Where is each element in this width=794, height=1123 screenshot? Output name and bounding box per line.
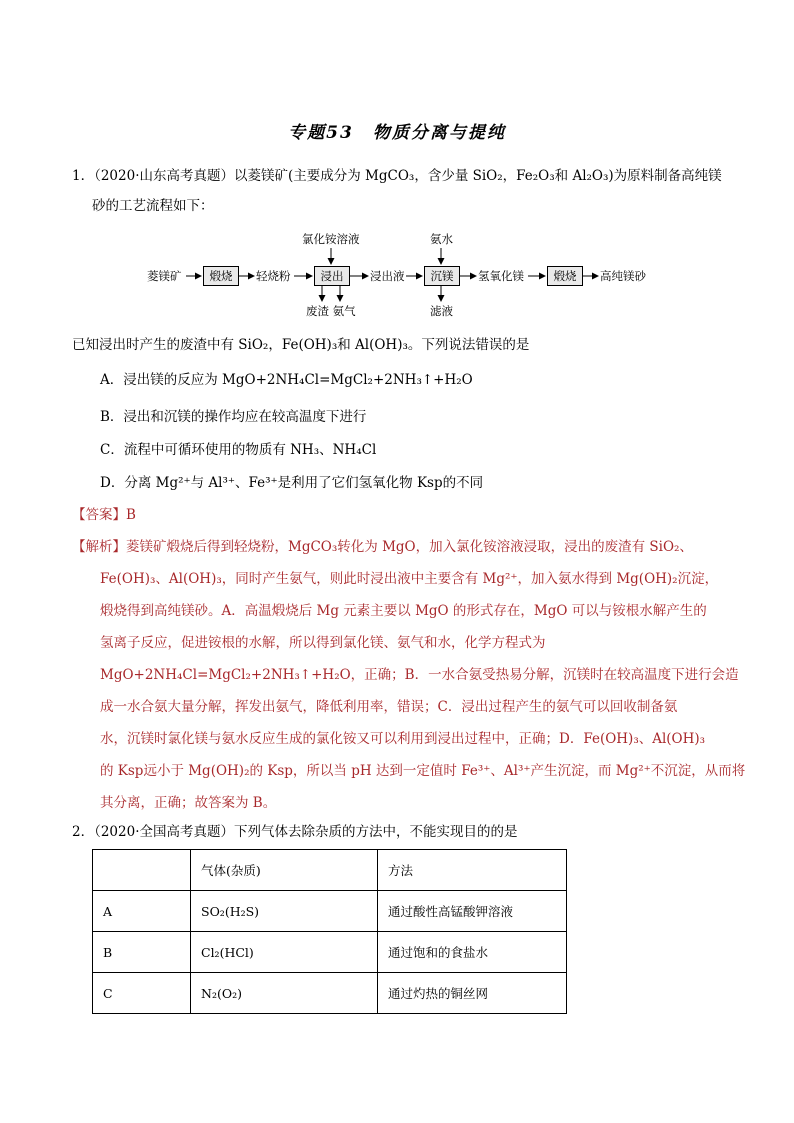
flow-light-powder-label: 轻烧粉 (256, 269, 291, 283)
q1-option-d: D．分离 Mg²⁺与 Al³⁺、Fe³⁺是利用了它们氢氧化物 Ksp的不同 (100, 475, 484, 491)
q1-analysis-line: Fe(OH)₃、Al(OH)₃，同时产生氨气，则此时浸出液中主要含有 Mg²⁺，加入氨水得到 Mg(OH)₂沉淀， (100, 571, 719, 587)
flow-output-residue-ammonia: 废渣 氨气 (306, 304, 356, 318)
flow-input-ammonia-water: 氨水 (430, 232, 453, 246)
table-cell: Cl₂(HCl) (191, 932, 378, 973)
table-row (93, 932, 567, 973)
q1-analysis-line: 氢离子反应，促进铵根的水解，所以得到氯化镁、氨气和水，化学方程式为 (100, 635, 546, 651)
q1-analysis-line: 的 Ksp远小于 Mg(OH)₂的 Ksp，所以当 pH 达到一定值时 Fe³⁺、Al³⁺产生沉淀，而 Mg²⁺不沉淀，从而将 (100, 763, 746, 779)
table-cell: 通过饱和的食盐水 (378, 932, 567, 973)
flow-output-filtrate: 滤液 (430, 304, 453, 318)
q1-stem-line1: 1．（2020·山东高考真题）以菱镁矿(主要成分为 MgCO₃，含少量 SiO₂，Fe₂O₃和 Al₂O₃)为原料制备高纯镁 (72, 168, 722, 184)
table-row (93, 973, 567, 1014)
q1-analysis-line: 其分离，正确；故答案为 B。 (100, 795, 277, 811)
table-cell: B (93, 932, 191, 973)
table-cell: 通过酸性高锰酸钾溶液 (378, 891, 567, 932)
table-cell: A (93, 891, 191, 932)
flow-start-label: 菱镁矿 (147, 269, 182, 283)
table-header-cell: 方法 (378, 850, 567, 891)
table-cell: N₂(O₂) (191, 973, 378, 1014)
q1-analysis-line: MgO+2NH₄Cl=MgCl₂+2NH₃↑+H₂O，正确；B．一水合氨受热易分解，沉镁时在较高温度下进行会造 (100, 667, 739, 683)
q1-answer: 【答案】B (72, 507, 136, 523)
table-cell: SO₂(H₂S) (191, 891, 378, 932)
table-row (93, 891, 567, 932)
flow-leachate-label: 浸出液 (370, 269, 405, 283)
flow-magnesium-hydroxide-label: 氢氧化镁 (478, 269, 524, 283)
table-header-cell: 气体(杂质) (191, 850, 378, 891)
flow-box-leaching: 浸出 (314, 266, 350, 286)
q1-option-a: A．浸出镁的反应为 MgO+2NH₄Cl=MgCl₂+2NH₃↑+H₂O (100, 372, 473, 388)
q1-stem-line2: 砂的工艺流程如下： (92, 198, 214, 214)
q1-analysis-line: 【解析】菱镁矿煅烧后得到轻烧粉，MgCO₃转化为 MgO，加入氯化铵溶液浸取，浸出的废渣有 SiO₂、 (72, 539, 693, 555)
table-cell: C (93, 973, 191, 1014)
table-header-row (93, 850, 567, 891)
q2-gas-table (92, 849, 567, 1014)
flow-box-precipitation: 沉镁 (424, 266, 460, 286)
table-header-cell (93, 850, 191, 891)
flow-input-ammonium-chloride: 氯化铵溶液 (302, 232, 360, 246)
flow-box-calcination-2: 煅烧 (547, 266, 583, 286)
q1-analysis-line: 成一水合氨大量分解，挥发出氨气，降低利用率，错误；C．浸出过程产生的氨气可以回收制备氨 (100, 699, 678, 715)
flow-end-product-label: 高纯镁砂 (600, 269, 646, 283)
q1-known-condition: 已知浸出时产生的废渣中有 SiO₂，Fe(OH)₃和 Al(OH)₃。下列说法错误的是 (72, 337, 530, 353)
q1-analysis-line: 水，沉镁时氯化镁与氨水反应生成的氯化铵又可以利用到浸出过程中，正确；D．Fe(OH)₃、Al(OH)₃ (100, 731, 706, 747)
q2-stem: 2．（2020·全国高考真题）下列气体去除杂质的方法中，不能实现目的的是 (72, 824, 518, 840)
q1-option-b: B．浸出和沉镁的操作均应在较高温度下进行 (100, 409, 367, 425)
page-title: 专题53 物质分离与提纯 (288, 123, 506, 143)
q1-analysis-line: 煅烧得到高纯镁砂。A．高温煅烧后 Mg 元素主要以 MgO 的形式存在，MgO 可以与铵根水解产生的 (100, 603, 707, 619)
flow-box-calcination-1: 煅烧 (203, 266, 239, 286)
table-cell: 通过灼热的铜丝网 (378, 973, 567, 1014)
q1-option-c: C．流程中可循环使用的物质有 NH₃、NH₄Cl (100, 442, 377, 458)
